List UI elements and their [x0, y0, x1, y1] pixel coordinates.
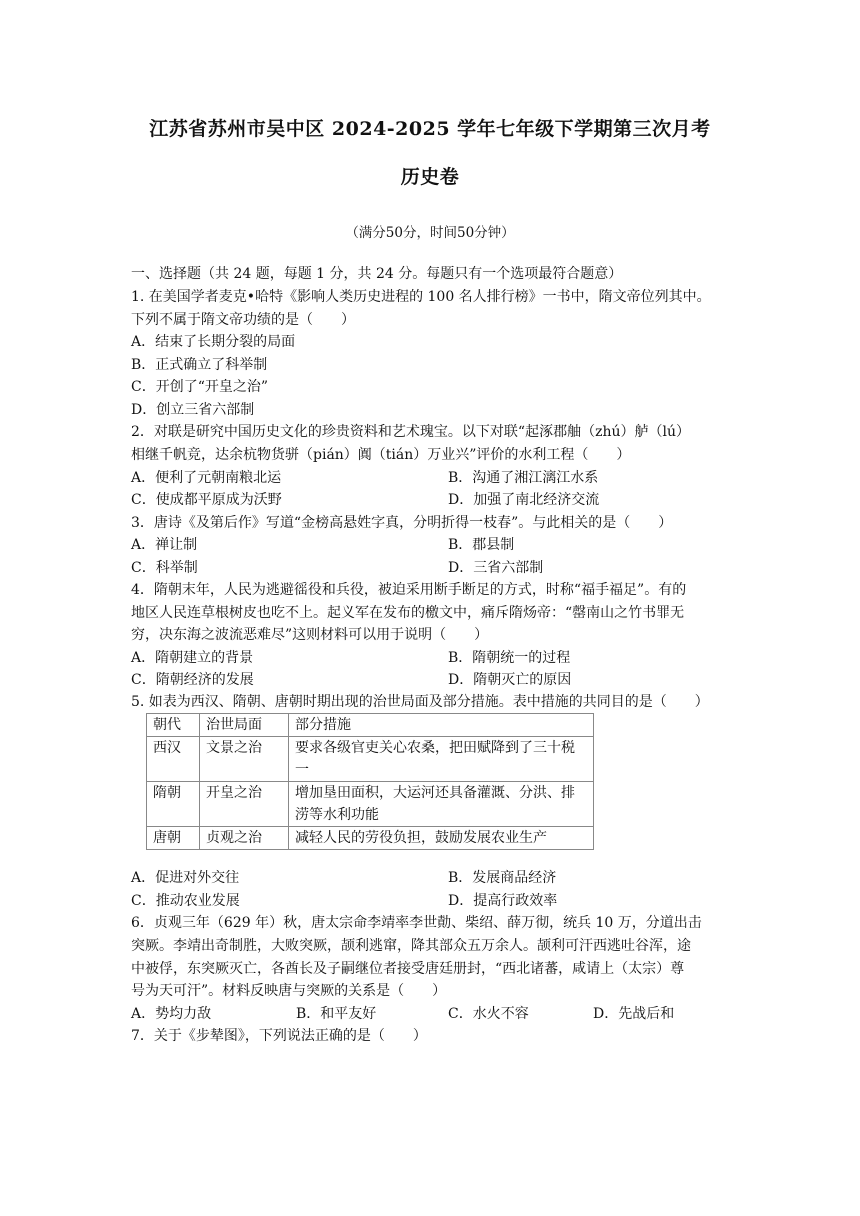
dynasty-table — [146, 713, 594, 850]
table-header-cell: 治世局面 — [200, 714, 289, 737]
table-cell: 增加垦田面积，大运河还具备灌溉、分洪、排涝等水利功能 — [289, 782, 594, 827]
q1-option-c: C．开创了“开皇之治” — [131, 379, 269, 395]
q4-stem-line2: 地区人民连草根树皮也吃不上。起义军在发布的檄文中，痛斥隋炀帝：“罄南山之竹书罪无 — [131, 605, 685, 621]
q1-option-b: B．正式确立了科举制 — [131, 357, 268, 373]
table-header-cell: 部分措施 — [289, 714, 594, 737]
q1-stem-line1: 1. 在美国学者麦克•哈特《影响人类历史进程的 100 名人排行榜》一书中，隋文帝位列其中。 — [131, 289, 711, 305]
table-row — [147, 737, 594, 782]
table-cell: 文景之治 — [200, 737, 289, 782]
q3-stem: 3．唐诗《及第后作》写道“金榜高悬姓字真，分明折得一枝春”。与此相关的是（ ） — [131, 515, 673, 531]
table-row — [147, 782, 594, 827]
q3-option-d: D．三省六部制 — [448, 560, 544, 576]
q6-stem-line2: 突厥。李靖出奇制胜，大败突厥，颉利逃窜，降其部众五万余人。颉利可汗西逃吐谷浑，途 — [131, 938, 691, 954]
table-cell: 要求各级官吏关心农桑，把田赋降到了三十税一 — [289, 737, 594, 782]
q7-stem: 7．关于《步辇图》，下列说法正确的是（ ） — [131, 1028, 427, 1044]
table-cell: 西汉 — [147, 737, 200, 782]
q3-option-a: A．禅让制 — [131, 537, 198, 553]
table-cell: 唐朝 — [147, 827, 200, 850]
table-row — [147, 827, 594, 850]
q2-option-b: B．沟通了湘江漓江水系 — [448, 470, 599, 486]
q6-stem-line4: 号为天可汗”。材料反映唐与突厥的关系是（ ） — [131, 983, 447, 999]
q4-option-a: A．隋朝建立的背景 — [131, 650, 254, 666]
q1-stem-line2: 下列不属于隋文帝功绩的是（ ） — [131, 312, 355, 328]
q6-option-c: C．水火不容 — [448, 1006, 529, 1022]
table-cell: 贞观之治 — [200, 827, 289, 850]
q4-option-b: B．隋朝统一的过程 — [448, 650, 571, 666]
q3-option-b: B．郡县制 — [448, 537, 515, 553]
q2-option-a: A．便利了元朝南粮北运 — [131, 470, 282, 486]
q1-option-d: D．创立三省六部制 — [131, 402, 255, 418]
q2-stem-line1: 2．对联是研究中国历史文化的珍贵资料和艺术瑰宝。以下对联“起涿郡舳（zhú）舻（lú） — [131, 424, 690, 440]
q4-option-c: C．隋朝经济的发展 — [131, 672, 254, 688]
q2-option-d: D．加强了南北经济交流 — [448, 492, 600, 508]
q6-stem-line3: 中被俘，东突厥灭亡，各酋长及子嗣继位者接受唐廷册封，“西北诸蕃，咸请上（太宗）尊 — [131, 961, 685, 977]
table-cell: 隋朝 — [147, 782, 200, 827]
exam-meta: （满分50分，时间50分钟） — [345, 225, 515, 241]
q6-option-b: B．和平友好 — [296, 1006, 377, 1022]
table-cell: 开皇之治 — [200, 782, 289, 827]
q2-stem-line2: 相继千帆竞，达余杭物货骈（pián）阗（tián）万业兴”评价的水利工程（ ） — [131, 447, 631, 463]
q5-option-d: D．提高行政效率 — [448, 893, 558, 909]
exam-title: 江苏省苏州市吴中区 2024-2025 学年七年级下学期第三次月考 — [149, 118, 711, 140]
q6-stem-line1: 6．贞观三年（629 年）秋，唐太宗命李靖率李世勣、柴绍、薛万彻，统兵 10 万，分道出击 — [131, 915, 702, 931]
section-heading: 一、选择题（共 24 题，每题 1 分，共 24 分。每题只有一个选项最符合题意） — [131, 266, 623, 282]
q5-option-b: B．发展商品经济 — [448, 870, 557, 886]
table-cell: 减轻人民的劳役负担，鼓励发展农业生产 — [289, 827, 594, 850]
exam-subject: 历史卷 — [400, 166, 460, 188]
table-header-row — [147, 714, 594, 737]
q6-option-d: D．先战后和 — [593, 1006, 675, 1022]
q4-stem-line1: 4．隋朝末年，人民为逃避徭役和兵役，被迫采用断手断足的方式，时称“福手福足”。有的 — [131, 582, 687, 598]
q3-option-c: C．科举制 — [131, 560, 198, 576]
table-header-cell: 朝代 — [147, 714, 200, 737]
q5-stem: 5. 如表为西汉、隋朝、唐朝时期出现的治世局面及部分措施。表中措施的共同目的是（ ） — [131, 694, 709, 710]
q4-stem-line3: 穷，决东海之波流恶难尽”这则材料可以用于说明（ ） — [131, 627, 489, 643]
q5-option-a: A．促进对外交往 — [131, 870, 240, 886]
q2-option-c: C．使成都平原成为沃野 — [131, 492, 282, 508]
q5-option-c: C．推动农业发展 — [131, 893, 240, 909]
q4-option-d: D．隋朝灭亡的原因 — [448, 672, 572, 688]
q1-option-a: A．结束了长期分裂的局面 — [131, 334, 296, 350]
q6-option-a: A．势均力敌 — [131, 1006, 212, 1022]
